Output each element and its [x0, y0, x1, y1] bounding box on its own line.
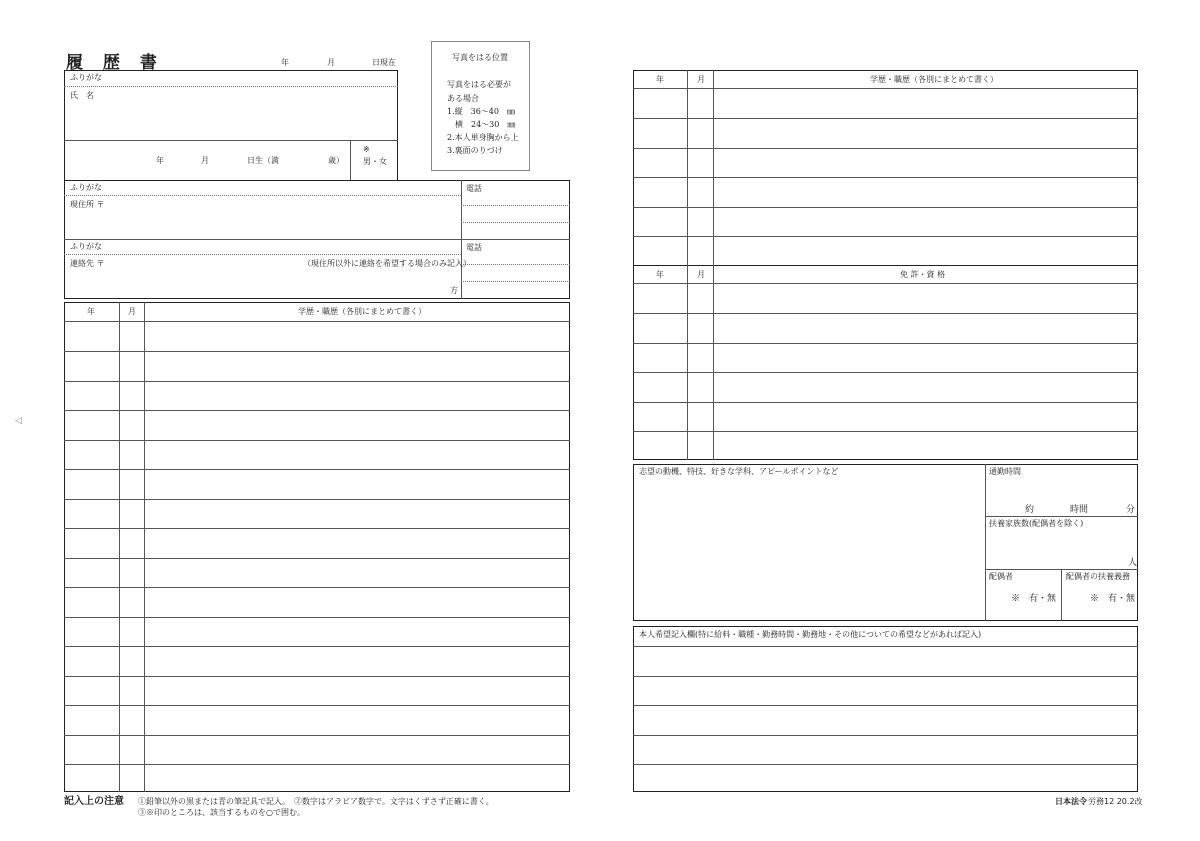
history-right-col-desc: 学歴・職歴（各別にまとめて書く） [870, 75, 998, 84]
commute-label: 通勤時間 [989, 467, 1021, 476]
history-left-row-line [64, 676, 570, 677]
spouse-label: 配偶者 [989, 572, 1013, 581]
phone-label: 電話 [466, 184, 482, 193]
spouse-support-label: 配偶者の扶養義務 [1066, 572, 1130, 581]
history-left-row-line [64, 351, 570, 352]
margin-mark: ◁ [15, 416, 22, 426]
notes-line1: ①鉛筆以外の黒または青の筆記具で記入。 ②数字はアラビア数字で。文字はくずさず正確に書く。 [138, 797, 494, 806]
license-col-year: 年 [656, 270, 664, 279]
birth-day-label: 日生（満 [247, 156, 279, 165]
dependents-unit: 人 [1128, 558, 1138, 568]
current-address-input[interactable] [120, 198, 455, 236]
photo-line2: ある場合 [447, 94, 479, 103]
commute-approx: 約 [1025, 505, 1035, 515]
history-left-row-line [64, 469, 570, 470]
notes-line2: ③※印のところは、該当するものを○で囲む。 [138, 808, 305, 817]
dependents-label: 扶養家族数(配偶者を除く) [989, 519, 1084, 528]
wishes-row-line [633, 676, 1138, 677]
history-left-row-line [64, 617, 570, 618]
name-furigana-label: ふりがな [70, 73, 102, 82]
license-row-line [633, 372, 1138, 373]
form-code: 労務12 20.2改 [1088, 797, 1143, 806]
history-right-row-line [633, 177, 1138, 178]
spouse-value[interactable]: ※ 有・無 [1011, 594, 1057, 604]
license-row-line [633, 313, 1138, 314]
publisher-label: 日本法令 [1055, 797, 1087, 806]
history-left-row-line [64, 440, 570, 441]
history-left-row-line [64, 735, 570, 736]
history-right-col-month: 月 [697, 75, 705, 84]
license-row-line [633, 283, 1138, 284]
wishes-row-line [633, 735, 1138, 736]
contact-address-label: 連絡先 〒 [70, 259, 105, 268]
history-left-row-line [64, 587, 570, 588]
history-left-row-line [64, 705, 570, 706]
name-label: 氏 名 [70, 91, 94, 100]
motivation-label: 志望の動機、特技、好きな学科、アピールポイントなど [639, 467, 839, 476]
history-left-row-line [64, 381, 570, 382]
history-left-row-line [64, 410, 570, 411]
license-row-line [633, 431, 1138, 432]
history-left-row-line [64, 499, 570, 500]
photo-line6: 3.裏面のりづけ [447, 146, 503, 155]
contact-furigana-label: ふりがな [70, 242, 102, 251]
license-row-line [633, 402, 1138, 403]
commute-hours: 時間 [1070, 505, 1089, 515]
wishes-row-line [633, 764, 1138, 765]
wishes-label: 本人希望記入欄(特に給料・職種・勤務時間・勤務地・その他についての希望などがあれば記入) [639, 630, 982, 639]
license-col-desc: 免 許・資 格 [900, 270, 946, 279]
name-input[interactable] [110, 88, 390, 138]
history-right-row-line [633, 88, 1138, 89]
history-right-row-line [633, 207, 1138, 208]
photo-line5: 2.本人単身胸から上 [447, 133, 519, 142]
spouse-support-value[interactable]: ※ 有・無 [1090, 594, 1136, 604]
photo-title: 写真をはる位置 [452, 53, 508, 62]
wishes-box [633, 626, 1138, 792]
address-furigana-label: ふりがな [70, 183, 102, 192]
gender-label[interactable]: 男・女 [363, 157, 387, 166]
history-right-row-line [633, 118, 1138, 119]
birth-year-label: 年 [156, 156, 164, 165]
current-address-label: 現住所 〒 [70, 200, 105, 209]
history-right-row-line [633, 236, 1138, 237]
license-row-line [633, 343, 1138, 344]
date-suffix-label: 日現在 [372, 58, 396, 67]
notes-title: 記入上の注意 [64, 796, 124, 807]
commute-minutes: 分 [1126, 505, 1136, 515]
history-left-row-line [64, 528, 570, 529]
history-left-col-year: 年 [87, 307, 95, 316]
history-left-col-desc: 学歴・職歴（各別にまとめて書く） [298, 307, 426, 316]
history-left-row-line [64, 764, 570, 765]
history-right-row-line [633, 148, 1138, 149]
page-title: 履 歴 書 [66, 53, 164, 73]
history-left-row-line [64, 321, 570, 322]
date-month-label: 月 [327, 58, 335, 67]
photo-line1: 写真をはる必要が [447, 80, 511, 89]
history-right-col-year: 年 [656, 75, 664, 84]
gender-note-mark: ※ [363, 145, 370, 154]
wishes-row-line [633, 705, 1138, 706]
birth-month-label: 月 [201, 156, 209, 165]
history-table-left [64, 302, 570, 792]
photo-line3: 1.縦 36～40 ㎜ [447, 107, 515, 116]
kata-label: 方 [450, 286, 458, 295]
history-left-row-line [64, 558, 570, 559]
wishes-row-line [633, 646, 1138, 647]
contact-note: （現住所以外に連絡を希望する場合のみ記入） [303, 259, 471, 268]
motivation-input[interactable] [638, 480, 980, 616]
phone-label-2: 電話 [466, 243, 482, 252]
history-left-row-line [64, 646, 570, 647]
date-year-label: 年 [281, 58, 289, 67]
license-col-month: 月 [697, 270, 705, 279]
age-label: 歳） [328, 156, 344, 165]
history-left-col-month: 月 [128, 307, 136, 316]
photo-line4: 横 24～30 ㎜ [455, 120, 516, 129]
